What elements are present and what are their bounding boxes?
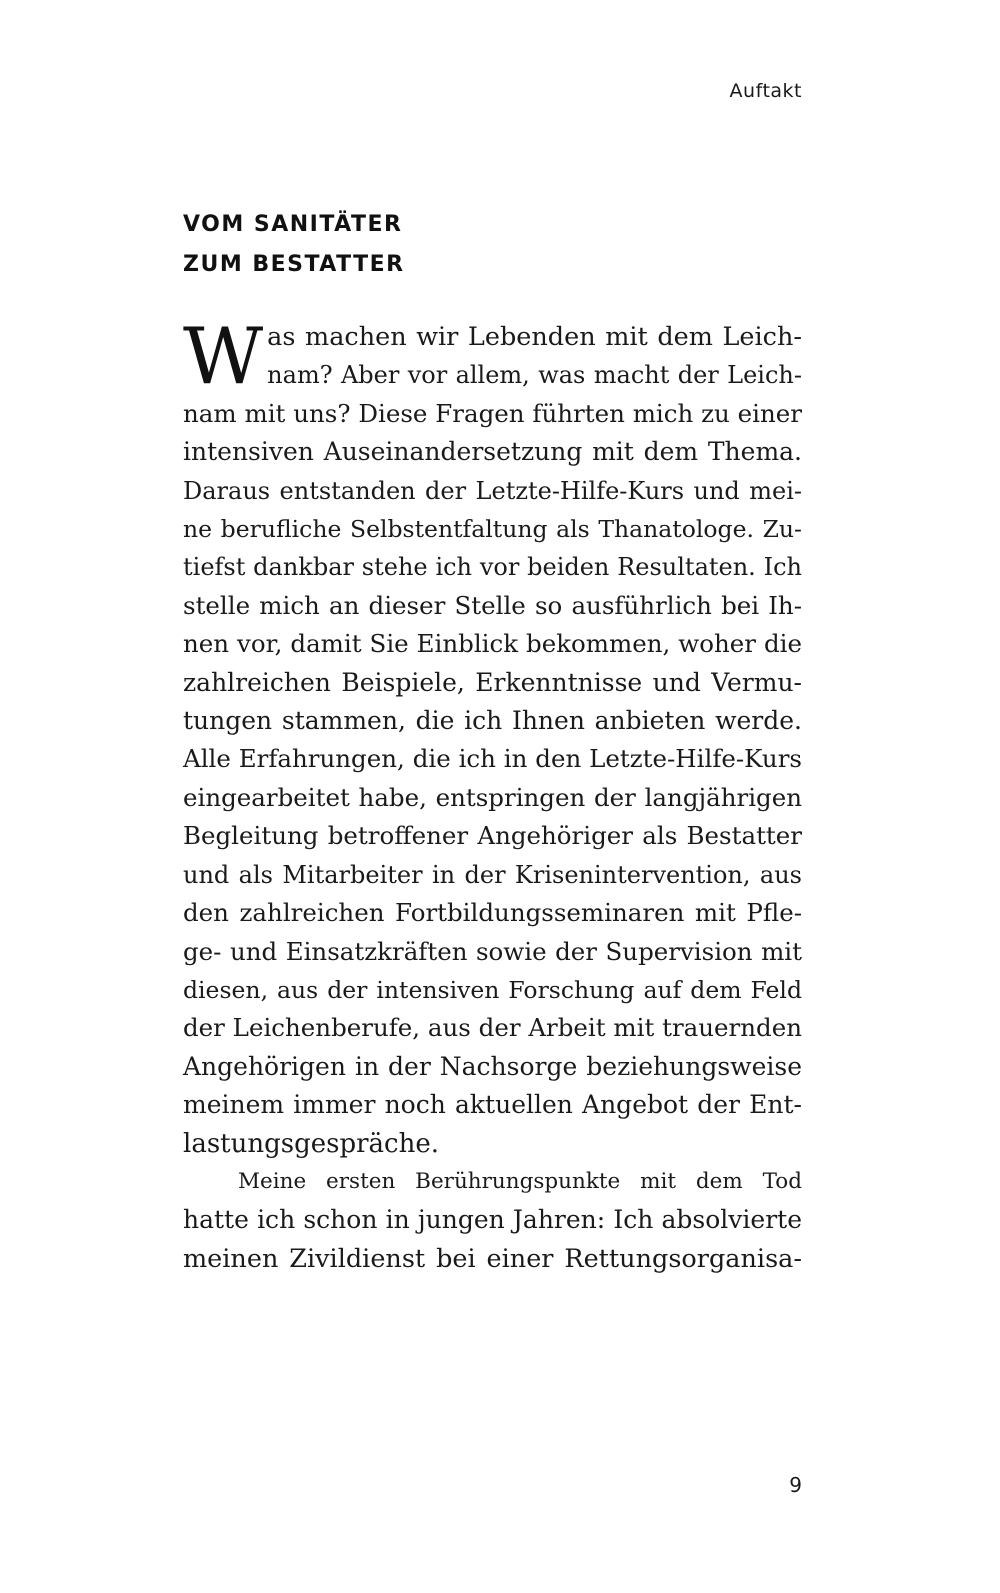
drop-cap: W [183, 312, 264, 402]
text-line: tiefst dankbar stehe ich vor beiden Resultaten. Ich [183, 553, 802, 582]
text-line: Daraus entstanden der Letzte-Hilfe-Kurs und mei- [183, 476, 802, 505]
text-line: diesen, aus der intensiven Forschung auf dem Feld [183, 975, 802, 1004]
chapter-title-line-1: VOM SANITÄTER [183, 212, 403, 237]
text-line: Alle Erfahrungen, die ich in den Letzte-Hilfe-Kurs [183, 744, 802, 774]
text-line: nen vor, damit Sie Einblick bekommen, woher die [183, 629, 802, 659]
text-line: Angehörigen in der Nachsorge beziehungsweise [183, 1051, 802, 1081]
text-line: den zahlreichen Fortbildungsseminaren mit Pfle- [183, 898, 802, 928]
text-line: meinem immer noch aktuellen Angebot der Ent- [183, 1090, 802, 1120]
text-line: Begleitung betroffener Angehöriger als Bestatter [183, 821, 802, 851]
text-line: nam mit uns? Diese Fragen führten mich zu einer [183, 398, 802, 428]
body-text [183, 312, 802, 1278]
text-line: stelle mich an dieser Stelle so ausführlich bei Ih- [183, 590, 802, 620]
text-line: und als Mitarbeiter in der Krisenintervention, aus [183, 860, 802, 889]
text-line: ne berufliche Selbstentfaltung als Thanatologe. Zu- [183, 515, 802, 544]
text-line: intensiven Auseinandersetzung mit dem Thema. [183, 437, 802, 467]
text-line: as machen wir Lebenden mit dem Leich- [267, 322, 802, 352]
text-line: Meine ersten Berührungspunkte mit dem Tod [238, 1168, 802, 1194]
text-line: tungen stammen, die ich Ihnen anbieten werde. [183, 706, 802, 736]
text-line: nam? Aber vor allem, was macht der Leich- [267, 361, 802, 390]
text-line: ge- und Einsatzkräften sowie der Supervision mit [183, 936, 802, 966]
text-line: zahlreichen Beispiele, Erkenntnisse und Vermu- [183, 667, 802, 697]
paragraph-2 [183, 1163, 802, 1278]
text-line: hatte ich schon in jungen Jahren: Ich absolvierte [183, 1205, 802, 1235]
running-head: Auftakt [729, 80, 802, 102]
chapter-title-line-2: ZUM BESTATTER [183, 252, 405, 277]
text-line: eingearbeitet habe, entspringen der langjährigen [183, 782, 802, 812]
text-line: meinen Zivildienst bei einer Rettungsorganisa- [183, 1243, 802, 1274]
paragraph-1 [183, 312, 802, 1163]
chapter-title [183, 205, 405, 285]
page-number: 9 [789, 1473, 802, 1497]
text-line: lastungsgespräche. [183, 1128, 439, 1159]
text-line: der Leichenberufe, aus der Arbeit mit trauernden [183, 1013, 802, 1043]
